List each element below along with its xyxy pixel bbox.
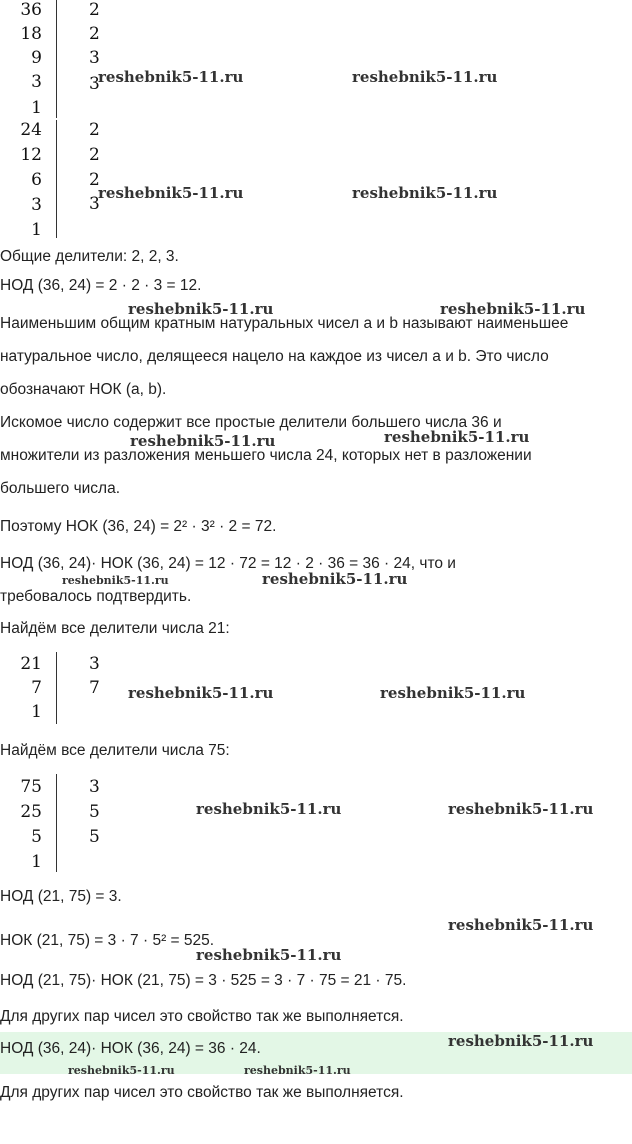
table-cell: 1 [31, 98, 42, 118]
divisors-21-heading: Найдём все делители числа 21: [0, 620, 230, 637]
table-cell: 1 [31, 220, 42, 240]
table-cell: 7 [89, 678, 100, 698]
table-cell: 12 [20, 145, 42, 165]
product-check-line2: требовалось подтвердить. [0, 588, 192, 605]
property-note: Для других пар чисел это свойство так же выполняется. [0, 1008, 404, 1025]
lcm-definition-line2: натуральное число, делящееся нацело на каждое из чисел a и b. Это число [0, 348, 549, 365]
watermark: reshebnik5-11.ru [62, 574, 169, 587]
watermark: reshebnik5-11.ru [380, 684, 526, 702]
lcm-definition-line3: обозначают НОК (a, b). [0, 381, 167, 398]
table-cell: 2 [89, 170, 100, 190]
explanation-line2: множители из разложения меньшего числа 24, которых нет в разложении [0, 447, 532, 464]
watermark: reshebnik5-11.ru [128, 300, 274, 318]
watermark: reshebnik5-11.ru [244, 1064, 351, 1077]
table-cell: 3 [89, 74, 100, 94]
table-divider [56, 0, 57, 118]
table-cell: 18 [20, 24, 42, 44]
explanation-line3: большего числа. [0, 480, 121, 497]
table-cell: 3 [89, 48, 100, 68]
table-cell: 36 [20, 0, 42, 20]
watermark: reshebnik5-11.ru [98, 68, 244, 86]
table-cell: 3 [89, 194, 100, 214]
table-cell: 5 [89, 802, 100, 822]
watermark: reshebnik5-11.ru [68, 1064, 175, 1077]
table-cell: 75 [20, 777, 42, 797]
table-cell: 25 [20, 802, 42, 822]
table-cell: 7 [31, 678, 42, 698]
lcm-definition-line1: Наименьшим общим кратным натуральных чисел a и b называют наименьшее [0, 315, 569, 332]
table-cell: 21 [20, 654, 42, 674]
watermark: reshebnik5-11.ru [130, 432, 276, 450]
answer-note: Для других пар чисел это свойство так же выполняется. [0, 1084, 404, 1101]
watermark: reshebnik5-11.ru [384, 428, 530, 446]
table-cell: 2 [89, 120, 100, 140]
table-cell: 1 [31, 852, 42, 872]
watermark: reshebnik5-11.ru [448, 800, 594, 818]
table-divider [56, 652, 57, 724]
watermark: reshebnik5-11.ru [196, 946, 342, 964]
table-cell: 3 [31, 72, 42, 92]
answer-formula: НОД (36, 24)· НОК (36, 24) = 36 · 24. [0, 1040, 261, 1057]
watermark: reshebnik5-11.ru [128, 684, 274, 702]
lcm-36-24: Поэтому НОК (36, 24) = 2² · 3² · 2 = 72. [0, 518, 277, 535]
watermark: reshebnik5-11.ru [448, 916, 594, 934]
table-divider [56, 120, 57, 238]
table-cell: 2 [89, 145, 100, 165]
table-cell: 1 [31, 702, 42, 722]
lcm-21-75: НОК (21, 75) = 3 · 7 · 5² = 525. [0, 932, 215, 949]
table-cell: 5 [31, 827, 42, 847]
watermark: reshebnik5-11.ru [448, 1032, 594, 1050]
table-cell: 2 [89, 24, 100, 44]
gcd-36-24: НОД (36, 24) = 2 · 2 · 3 = 12. [0, 277, 202, 294]
explanation-line1: Искомое число содержит все простые делители большего числа 36 и [0, 414, 502, 431]
table-cell: 3 [89, 777, 100, 797]
product-check-line1: НОД (36, 24)· НОК (36, 24) = 12 · 72 = 12 · 2 · 36 = 36 · 24, что и [0, 555, 456, 572]
watermark: reshebnik5-11.ru [196, 800, 342, 818]
product-21-75: НОД (21, 75)· НОК (21, 75) = 3 · 525 = 3 · 7 · 75 = 21 · 75. [0, 972, 407, 989]
common-divisors-text: Общие делители: 2, 2, 3. [0, 248, 179, 265]
divisors-75-heading: Найдём все делители числа 75: [0, 742, 230, 759]
gcd-21-75: НОД (21, 75) = 3. [0, 888, 122, 905]
watermark: reshebnik5-11.ru [352, 184, 498, 202]
table-cell: 2 [89, 0, 100, 20]
table-cell: 9 [31, 48, 42, 68]
table-cell: 5 [89, 827, 100, 847]
table-cell: 3 [31, 195, 42, 215]
table-cell: 3 [89, 654, 100, 674]
watermark: reshebnik5-11.ru [262, 570, 408, 588]
table-cell: 24 [20, 120, 42, 140]
watermark: reshebnik5-11.ru [440, 300, 586, 318]
watermark: reshebnik5-11.ru [352, 68, 498, 86]
watermark: reshebnik5-11.ru [98, 184, 244, 202]
table-cell: 6 [31, 170, 42, 190]
table-divider [56, 774, 57, 872]
